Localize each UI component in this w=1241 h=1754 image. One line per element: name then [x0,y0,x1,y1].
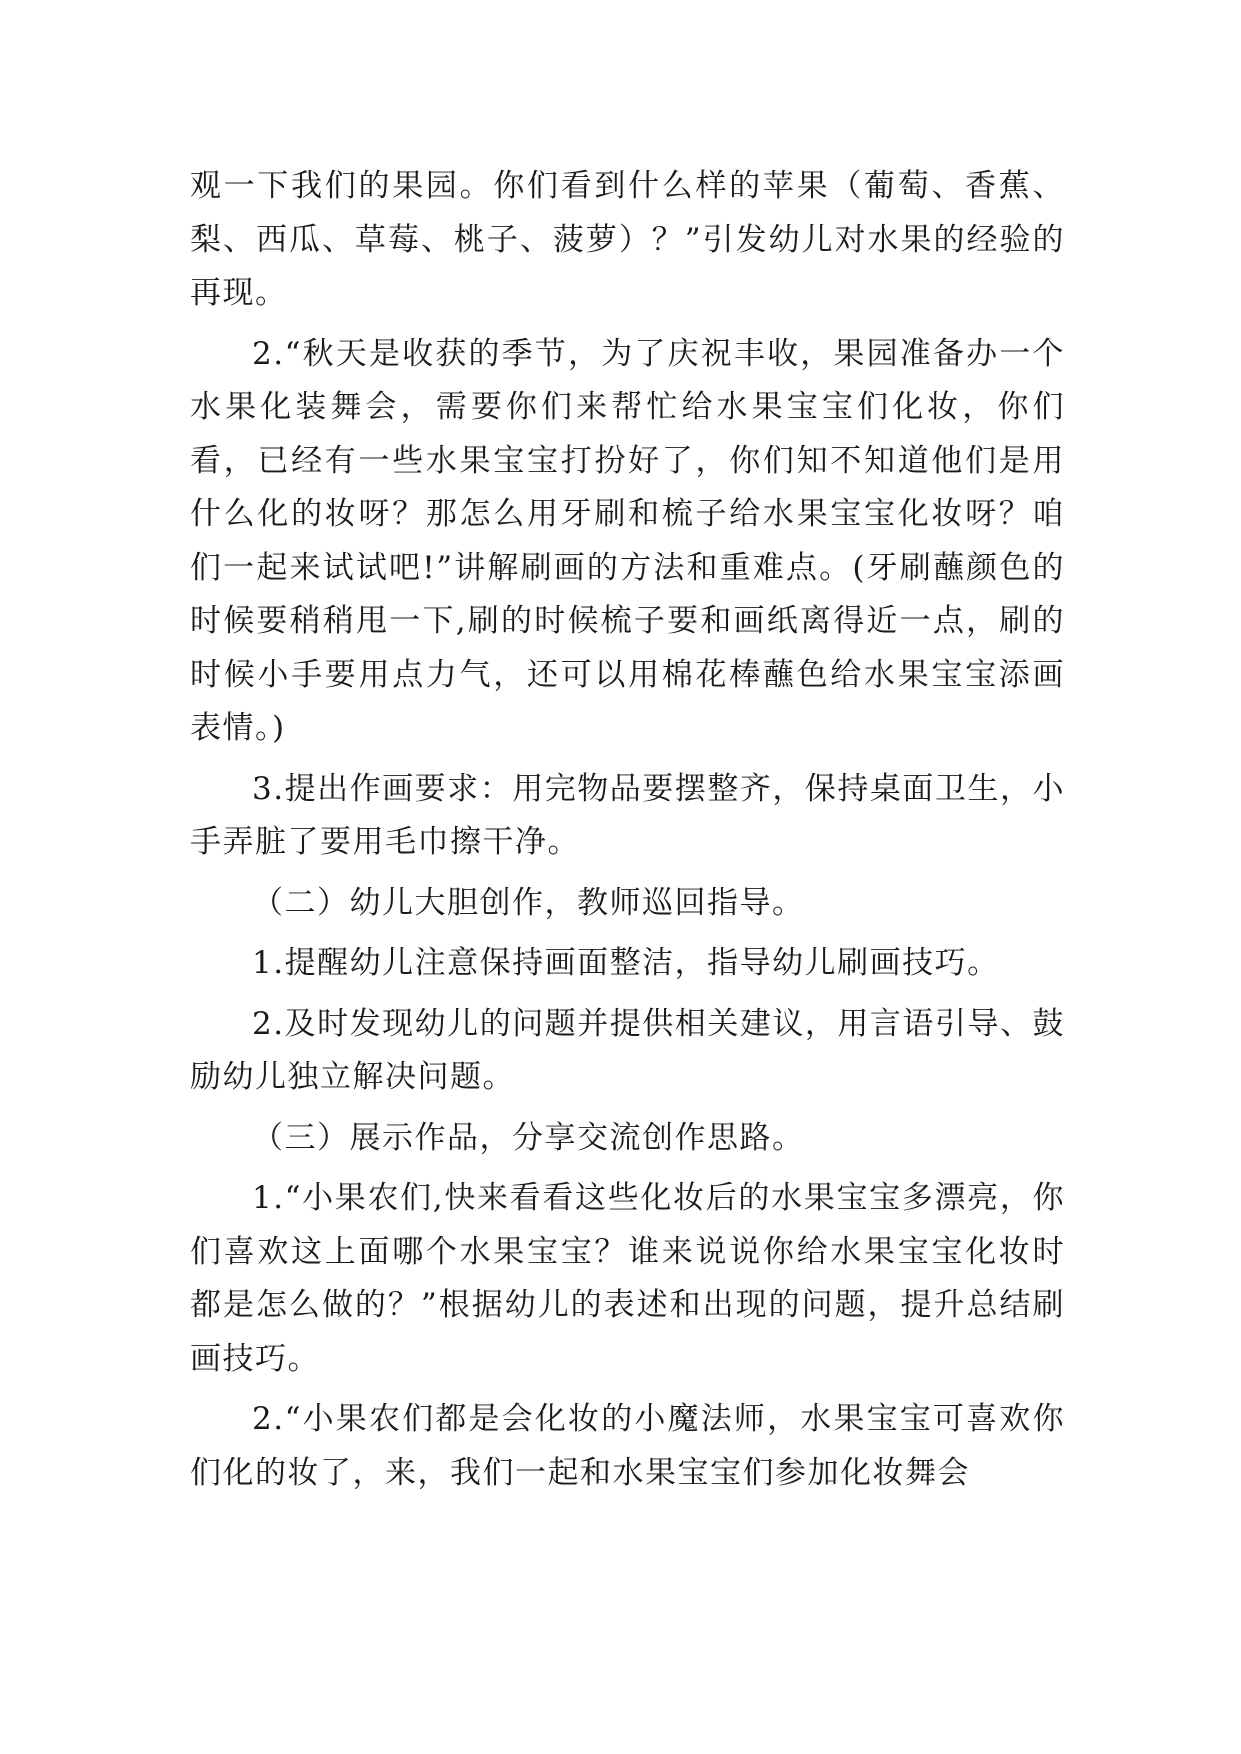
paragraph-little-farmers: 1.“小果农们,快来看看这些化妆后的水果宝宝多漂亮，你们喜欢这上面哪个水果宝宝？谁来说说你给水果宝宝化妆时都是怎么做的？”根据幼儿的表述和出现的问题，提升总结刷画技巧。 [190,1180,1065,1377]
paragraph-little-magicians: 2.“小果农们都是会化妆的小魔法师，水果宝宝可喜欢你们化的妆了，来，我们一起和水果宝宝们参加化妆舞会 [190,1401,1065,1491]
section-heading-creation: （二）幼儿大胆创作，教师巡回指导。 [252,884,805,921]
document-page [190,160,1065,1500]
section-heading-showcase: （三）展示作品，分享交流创作思路。 [252,1119,805,1156]
paragraph-remind-tidiness: 1.提醒幼儿注意保持画面整洁，指导幼儿刷画技巧。 [252,945,1000,981]
paragraph-harvest-costume-party: 2.“秋天是收获的季节，为了庆祝丰收，果园准备办一个水果化装舞会，需要你们来帮忙给水果宝宝们化妆，你们看，已经有一些水果宝宝打扮好了，你们知不知道他们是用什么化的妆呀？那怎么用牙刷和梳子给水果宝宝化妆呀？咱们一起来试试吧!”讲解刷画的方法和重难点。(牙刷蘸颜色的时候要稍稍甩一下,刷的时候梳子要和画纸离得近一点，刷的时候小手要用点力气，还可以用棉花棒蘸色给水果宝宝添画表情。) [190,335,1065,746]
paragraph-timely-guidance: 2.及时发现幼儿的问题并提供相关建议，用言语引导、鼓励幼儿独立解决问题。 [190,1005,1065,1095]
paragraph-drawing-requirements: 3.提出作画要求：用完物品要摆整齐，保持桌面卫生，小手弄脏了要用毛巾擦干净。 [190,770,1065,860]
paragraph-fruit-orchard-continuation: 观一下我们的果园。你们看到什么样的苹果（葡萄、香蕉、梨、西瓜、草莓、桃子、菠萝）？”引发幼儿对水果的经验的再现。 [190,168,1065,311]
